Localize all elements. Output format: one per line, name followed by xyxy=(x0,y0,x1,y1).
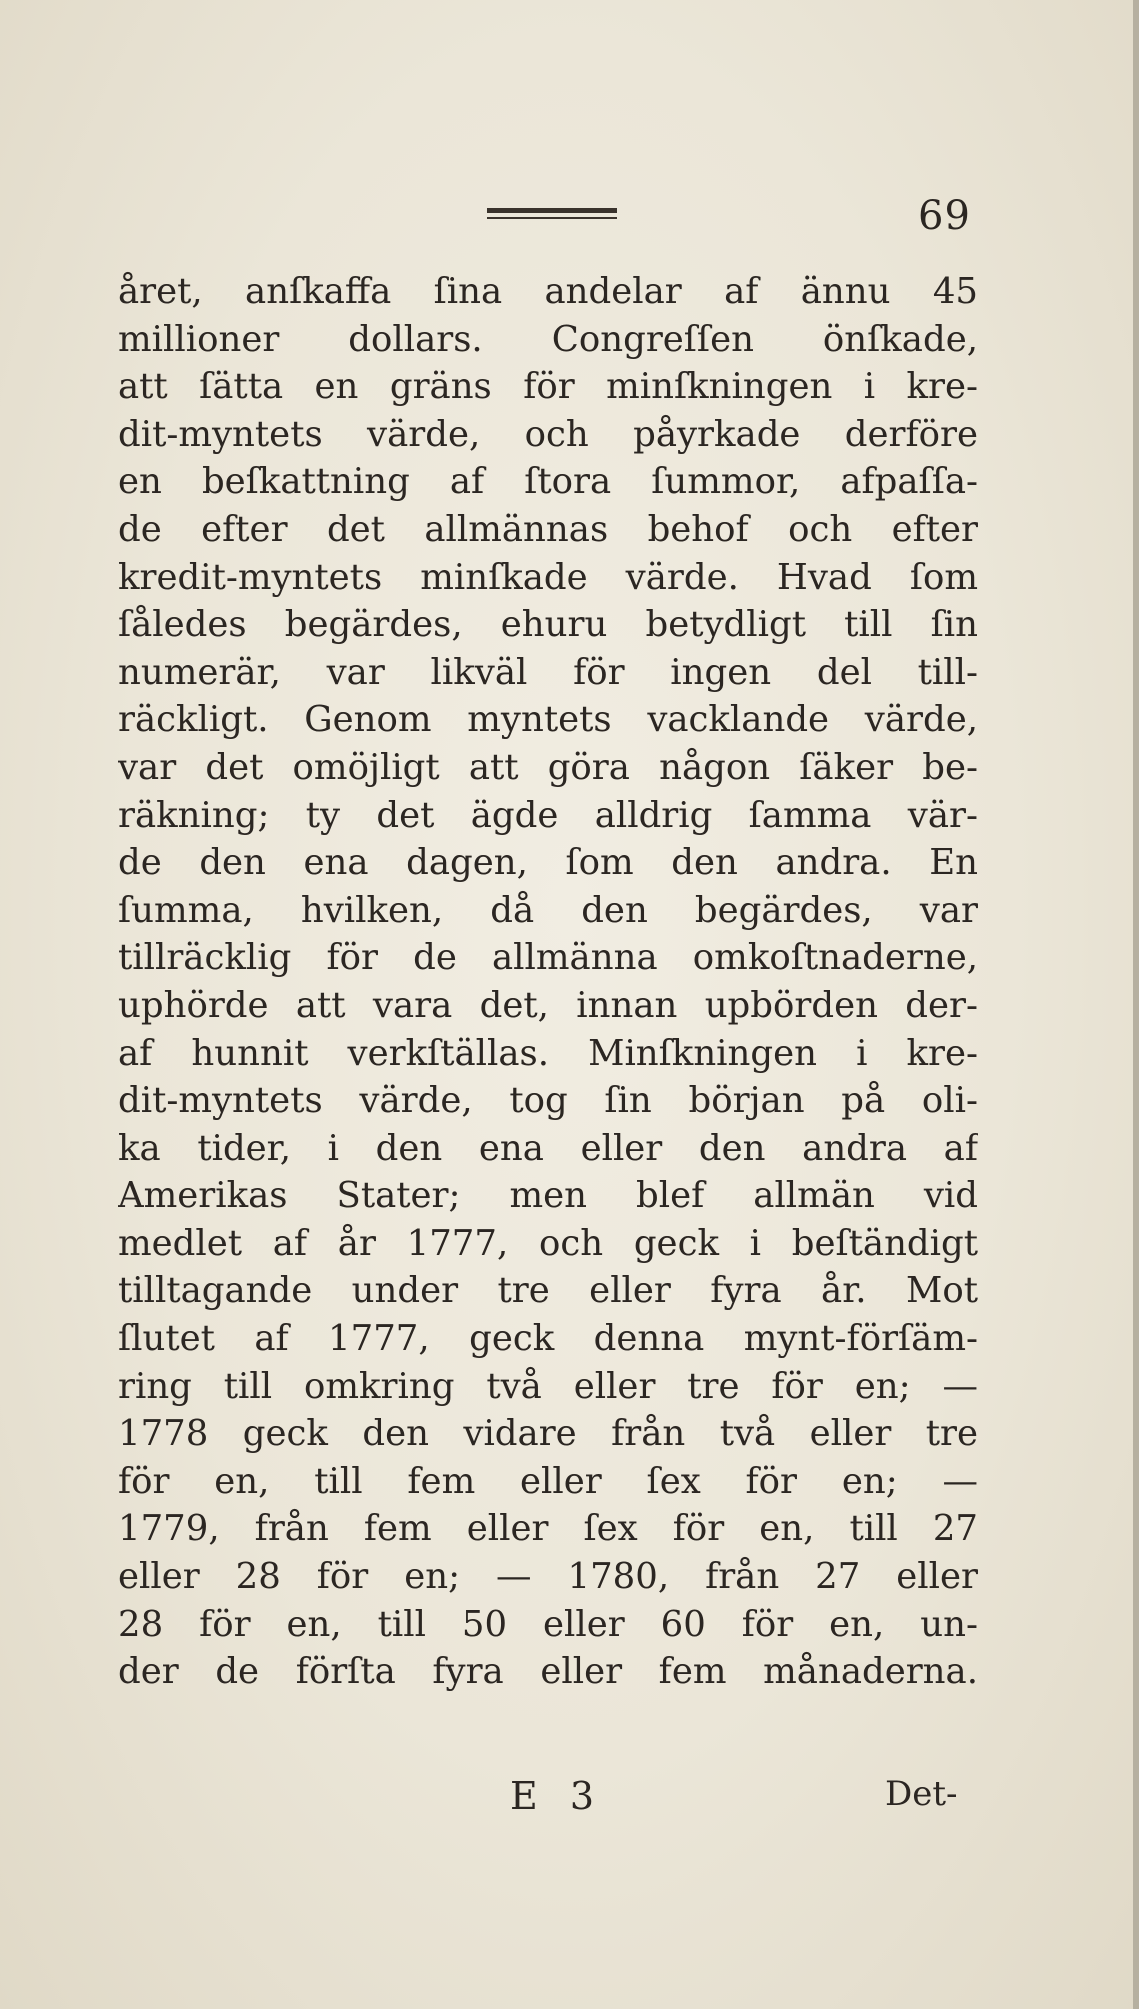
text-line: räckligt. Genom myntets vacklande värde, xyxy=(118,699,978,741)
signature-mark: E 3 xyxy=(510,1774,604,1818)
text-line: var det omöjligt att göra någon ſäker be- xyxy=(118,746,978,788)
text-line: ſlutet af 1777, geck denna mynt-förſäm- xyxy=(118,1318,978,1360)
text-line: der de förſta fyra eller fem månaderna. xyxy=(118,1651,978,1693)
text-line: numerär, var likväl för ingen del till- xyxy=(118,651,978,693)
text-line: dit-myntets värde, tog ſin början på oli- xyxy=(118,1080,978,1122)
text-line: räkning; ty det ägde alldrig ſamma vär- xyxy=(118,794,978,836)
text-line: af hunnit verkſtällas. Minſkningen i kre- xyxy=(118,1032,978,1074)
text-line: tilltagande under tre eller fyra år. Mot xyxy=(118,1270,978,1312)
text-line: ſåledes begärdes, ehuru betydligt till ſin xyxy=(118,604,978,646)
text-line: dit-myntets värde, och påyrkade derföre xyxy=(118,413,978,455)
text-line: att ſätta en gräns för minſkningen i kre- xyxy=(118,366,978,408)
page-edge xyxy=(1133,0,1139,2009)
text-line: de den ena dagen, ſom den andra. En xyxy=(118,842,978,884)
text-line: 1778 geck den vidare från två eller tre xyxy=(118,1413,978,1455)
text-line: en beſkattning af ſtora ſummor, afpaſſa- xyxy=(118,461,978,503)
text-line: millioner dollars. Congreſſen önſkade, xyxy=(118,318,978,360)
text-line: tillräcklig för de allmänna omkoſtnaderne, xyxy=(118,937,978,979)
header-ornament-rule xyxy=(487,208,617,222)
text-line: kredit-myntets minſkade värde. Hvad ſom xyxy=(118,556,978,598)
text-line: året, anſkaffa ſina andelar af ännu 45 xyxy=(118,271,978,312)
text-line: eller 28 för en; — 1780, från 27 eller xyxy=(118,1556,978,1598)
catchword: Det- xyxy=(885,1774,958,1814)
text-line: Amerikas Stater; men blef allmän vid xyxy=(118,1175,978,1217)
text-line: de efter det allmännas behof och efter xyxy=(118,508,978,550)
header-rule-thin xyxy=(487,217,617,219)
page-number: 69 xyxy=(918,193,971,239)
text-line: ka tider, i den ena eller den andra af xyxy=(118,1127,978,1169)
text-line: 1779, från fem eller ſex för en, till 27 xyxy=(118,1508,978,1550)
text-line: uphörde att vara det, innan upbörden der- xyxy=(118,984,978,1026)
header-rule-thick xyxy=(487,208,617,213)
text-line: 28 för en, till 50 eller 60 för en, un- xyxy=(118,1603,978,1645)
text-line: ſumma, hvilken, då den begärdes, var xyxy=(118,889,978,931)
text-line: ring till omkring två eller tre för en; — xyxy=(118,1365,978,1407)
text-line: medlet af år 1777, och geck i beſtändigt xyxy=(118,1222,978,1264)
text-line: för en, till fem eller ſex för en; — xyxy=(118,1460,978,1502)
body-text xyxy=(118,268,978,1696)
